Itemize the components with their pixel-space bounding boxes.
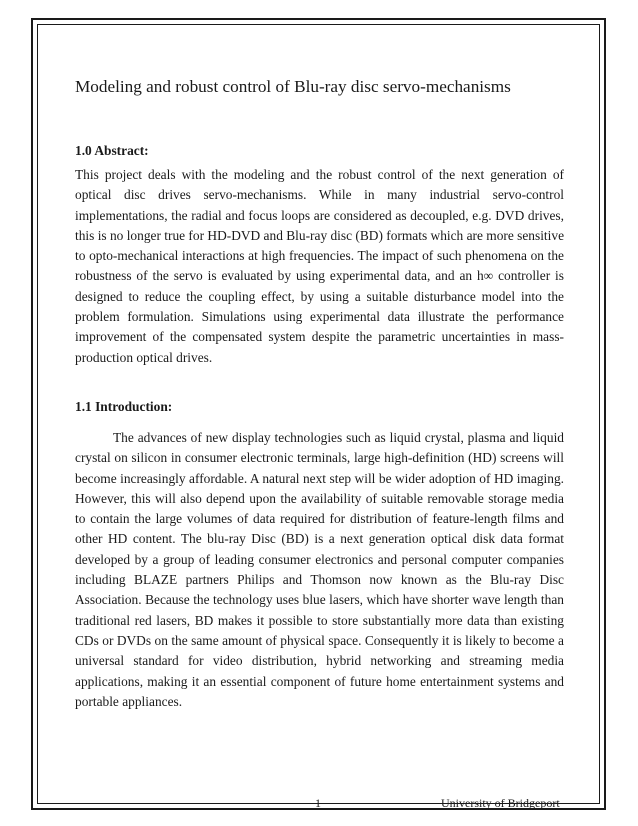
abstract-paragraph: This project deals with the modeling and the robust control of the next generation of optical disc drives servo-mechanisms. While in many industrial servo-control implementations, the radial and focus loops are considered as decoupled, e.g. DVD drives, this is no longer true for HD-DVD and Blu-ray disc (BD) formats which are more sensitive to opto-mechanical interactions at high frequencies. The impact of such phenomena on the robustness of the servo is evaluated by using experimental data, and an h∞ controller is designed to reduce the coupling effect, by using a suitable disturbance model into the problem formulation. Simulations using experimental data illustrate the performance improvement of the compensated system despite the parametric uncertainties in mass-production optical drives. [75, 167, 565, 365]
introduction-paragraph: The advances of new display technologies such as liquid crystal, plasma and liquid crystal on silicon in consumer electronic terminals, large high-definition (HD) screens will become increasingly affordable. A natural next step will be wider adoption of HD imaging. However, this will also depend upon the availability of suitable removable storage media to contain the large volumes of data required for distribution of feature-length films and other HD content. The blu-ray Disc (BD) is a next generation optical disk data format developed by a group of leading consumer electronics and personal computer companies including BLAZE partners Philips and Thomson now known as the Blu-ray Disc Association. Because the technology uses blue lasers, which have shorter wave length than traditional red lasers, BD makes it possible to store substantially more data than existing CDs or DVDs on the same amount of physical space. Consequently it is likely to become a universal standard for video distribution, hybrid networking and streaming media applications, making it an essential component of future home entertainment systems and portable appliances. [75, 430, 564, 709]
document-body [75, 76, 565, 709]
footer-organization: University of Bridgeport [441, 796, 560, 810]
document-title: Modeling and robust control of Blu-ray disc servo-mechanisms [75, 77, 511, 96]
introduction-heading: 1.1 Introduction: [75, 399, 173, 414]
footer-page-number: 1 [315, 796, 321, 810]
abstract-heading: 1.0 Abstract: [75, 143, 149, 158]
